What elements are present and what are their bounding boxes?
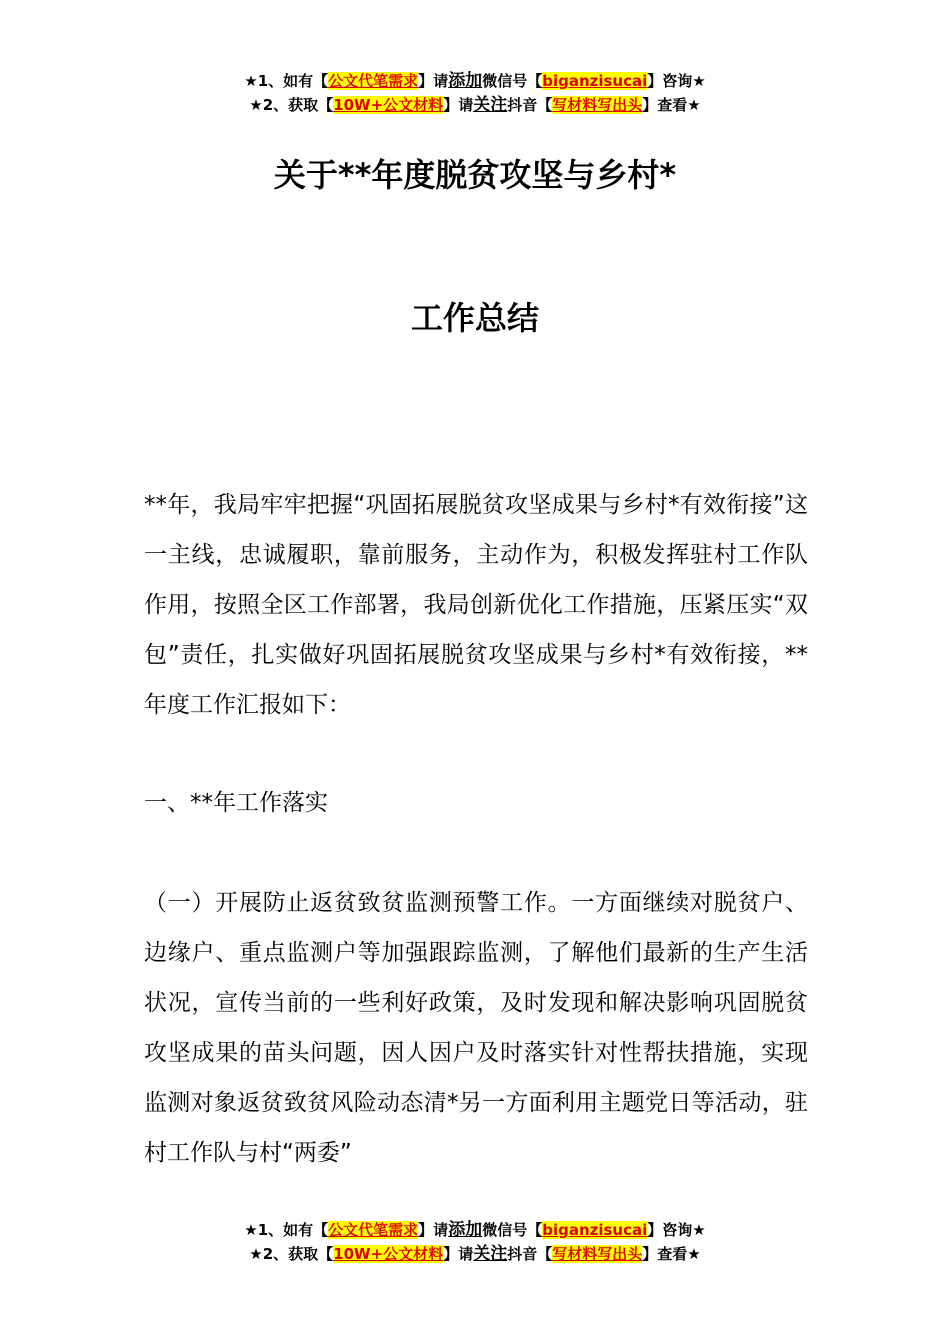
doc-title-line-2: 工作总结 xyxy=(410,299,539,337)
section-heading: 一、**年工作落实 xyxy=(144,790,328,816)
subsection-paragraph: （一）开展防止返贫致贫监测预警工作。一方面继续对脱贫户、边缘户、重点监测户等加强跟踪监测，了解他们最新的生产生活状况，宣传当前的一些利好政策，及时发现和解决影响巩固脱贫攻坚成果的苗头问题，因人因户及时落实针对性帮扶措施，实现监测对象返贫致贫风险动态清*另一方面利用主题党日等活动，驻村工作队与村“两委” xyxy=(144,890,808,1166)
banner-line-2: ★2、获取【10W+公文材料】请关注抖音【写材料写出头】查看★ xyxy=(249,95,701,115)
doc-title-line-1: 关于**年度脱贫攻坚与乡村* xyxy=(273,156,677,194)
footer-banner xyxy=(0,1218,950,1266)
intro-paragraph: **年，我局牢牢把握“巩固拓展脱贫攻坚成果与乡村*有效衔接”这一主线，忠诚履职，靠前服务，主动作为，积极发挥驻村工作队作用，按照全区工作部署，我局创新优化工作措施，压紧压实“双包”责任，扎实做好巩固拓展脱贫攻坚成果与乡村*有效衔接，**年度工作汇报如下： xyxy=(144,492,808,718)
banner-line-1: ★1、如有【公文代笔需求】请添加微信号【biganzisucai】咨询★ xyxy=(244,71,706,91)
header-banner xyxy=(0,69,950,117)
banner-line-2: ★2、获取【10W+公文材料】请关注抖音【写材料写出头】查看★ xyxy=(249,1244,701,1264)
banner-line-1: ★1、如有【公文代笔需求】请添加微信号【biganzisucai】咨询★ xyxy=(244,1220,706,1240)
